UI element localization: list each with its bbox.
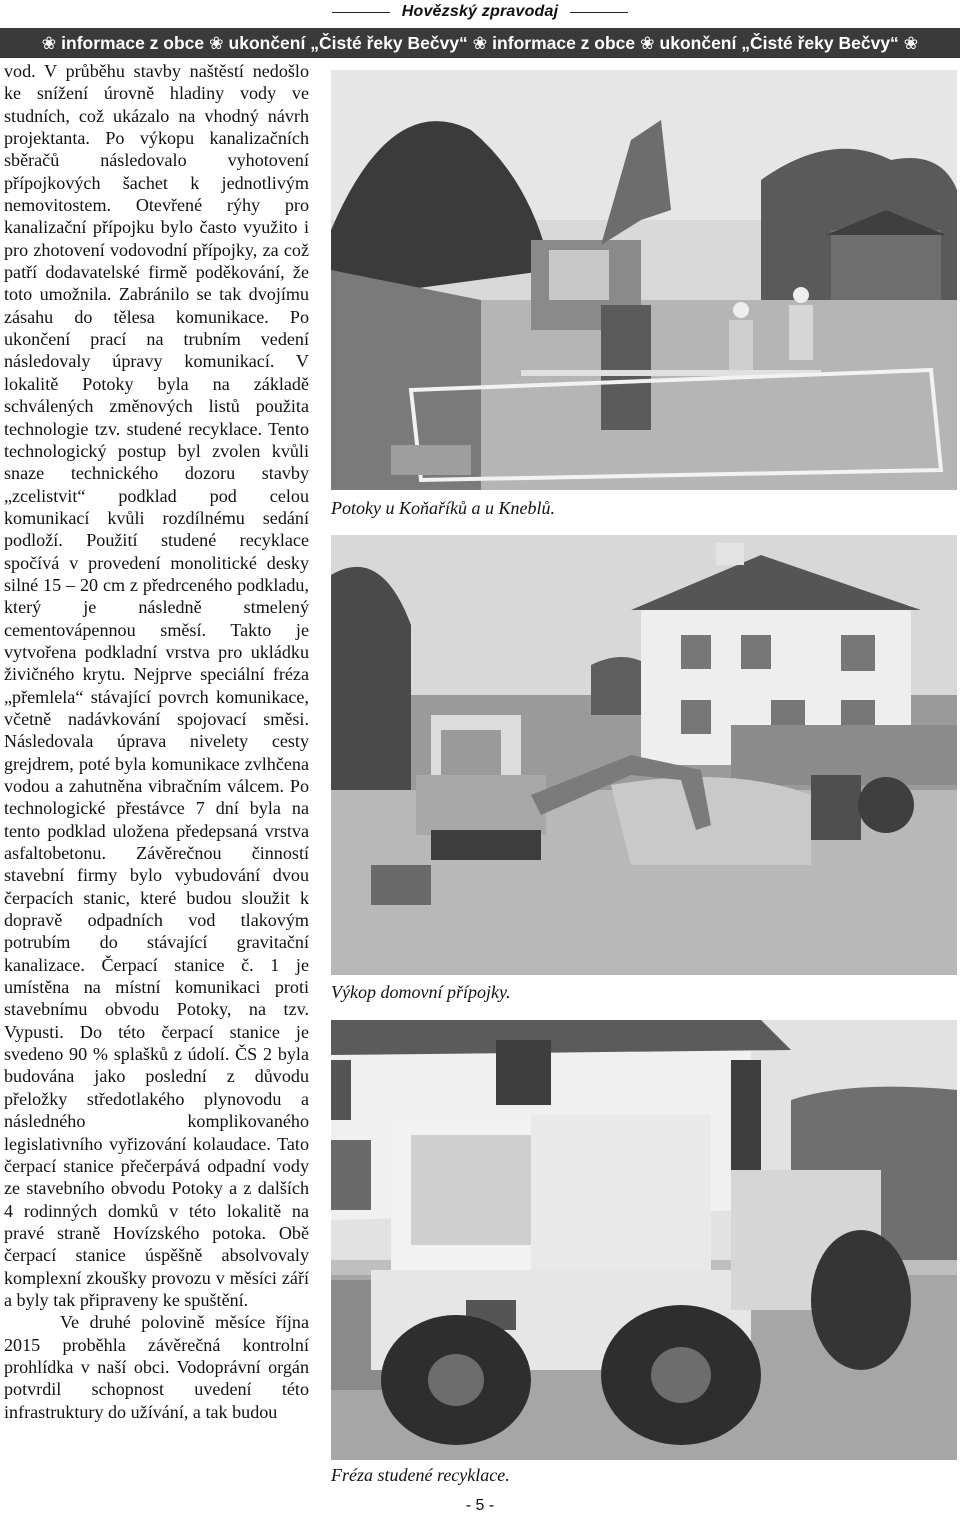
section-banner: ❀ informace z obce ❀ ukončení „Čisté řeky Bečvy“ ❀ informace z obce ❀ ukončení „Čisté řeky Bečvy“ ❀ — [0, 28, 960, 58]
photo-trench-excavation-image — [331, 70, 957, 490]
photo-milling-machine-image — [331, 1020, 957, 1460]
article-paragraph-2: Ve druhé polovině měsíce října 2015 proběhla závěrečná kontrolní prohlídka v naší obci. Vodoprávní orgán potvrdil schopnost uvedení této infrastruktury do užívání, a tak budou — [4, 1312, 309, 1422]
masthead-rule-right — [570, 12, 628, 13]
photo-1-caption: Potoky u Koňaříků a u Kneblů. — [331, 498, 555, 518]
photo-2-caption: Výkop domovní přípojky. — [331, 982, 511, 1002]
article-column — [4, 60, 309, 1423]
masthead-rule-left — [332, 12, 390, 13]
publication-name: Hovězský zpravodaj — [401, 3, 559, 20]
photo-house-connection — [331, 535, 957, 975]
photo-3-caption: Fréza studené recyklace. — [331, 1465, 510, 1485]
photo-milling-machine — [331, 1020, 957, 1460]
masthead — [0, 0, 960, 24]
photo-trench-excavation — [331, 70, 957, 490]
photo-house-connection-image — [331, 535, 957, 975]
page-number: - 5 - — [465, 1497, 495, 1514]
article-paragraph-1: vod. V průběhu stavby naštěstí nedošlo ke snížení úrovně hladiny vody ve studních, což ukázalo na vhodný návrh projektanta. Po výkopu kanalizačních sběračů následovalo vyhotovení přípojkových šachet k jednotlivým nemovitostem. Otevřené rýhy pro kanalizační přípojku bylo často využito i pro zhotovení vodovodní přípojky, za což patří dodavatelské firmě poděkování, že toto umožnila. Zabránilo se tak dvojímu zásahu do tělesa komunikace. Po ukončení prací na trubním vedení následovaly úpravy komunikací. V lokalitě Potoky byla na základě schválených změnových listů použita technologie tzv. studené recyklace. Tento technologický postup byl zvolen kvůli snaze technického dozoru stavby „zcelistvit“ podklad pod celou komunikací kvůli rozdílnému sedání podloží. Použití studené recyklace spočívá v provedení monolitické desky silné 15 – 20 cm z předrceného podkladu, který je následně stmelený cementovápennou směsí. Takto je vytvořena podkladní vrstva pro ukládku živičného krytu. Nejprve speciální fréza „přemlela“ stávající povrch komunikace, včetně nadávkování spojovací směsi. Následovala úprava nivelety cesty grejdrem, poté byla komunikace zvlhčena vodou a zahutněna vibračním válcem. Po technologické přestávce 7 dní byla na tento podklad uložena předepsaná vrstva asfaltobetonu. Závěrečnou činností stavební firmy bylo vybudování dvou čerpacích stanic, které budou sloužit k dopravě odpadních vod tlakovým potrubím do stávající gravitační kanalizace. Čerpací stanice č. 1 je umístěna na místní komunikaci proti stavebnímu obvodu Potoky, na tzv. Vypusti. Do této čerpací stanice je svedeno 90 % splašků z údolí. ČS 2 byla budována jako poslední z důvodu přeložky středotlakého plynovodu a následného komplikovaného legislativního vyřizování kolaudace. Tato čerpací stanice přečerpává odpadní vody ze stavebního obvodu Potoky a z dalších 4 rodinných domků v této lokalitě na pravé straně Hovízského potoka. Obě čerpací stanice úspěšně absolvovaly komplexní zkoušky provozu v měsíci září a byly tak připraveny ke spuštění. — [4, 61, 309, 1310]
